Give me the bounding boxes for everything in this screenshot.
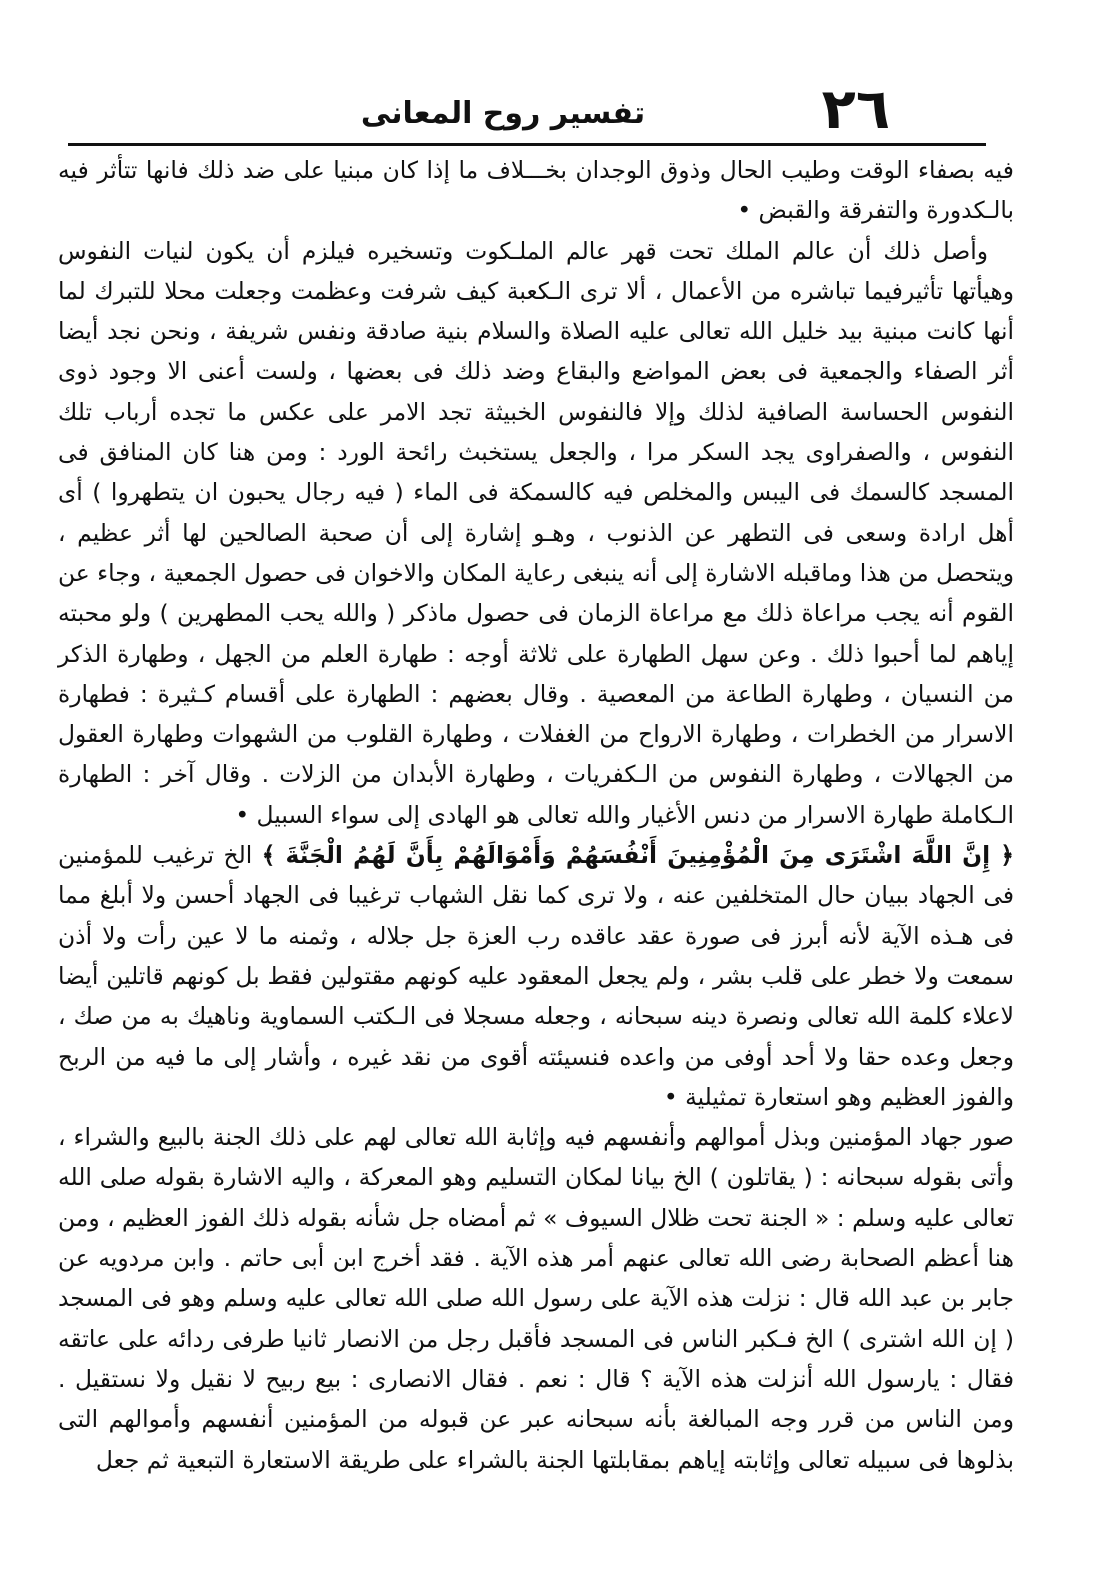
running-title: تفسير روح المعانى [360,96,646,131]
header-rule [68,143,986,146]
paragraph: فيه بصفاء الوقت وطيب الحال وذوق الوجدان بخـــلاف ما إذا كان مبنيا على ضد ذلك فانها تتأثر فيه بالـكدورة والتفرقة والقبض • [58,156,1014,225]
paragraph: وأصل ذلك أن عالم الملك تحت قهر عالم الملـكوت وتسخيره فيلزم أن يكون لنيات النفوس وهيأتها تأثيرفيما تباشره من الأعمال ، ألا ترى الـكعبة كيف شرفت وعظمت وجعلت محلا للتبرك لما أنها كانت مبنية بيد خليل الله تعالى عليه الصلاة والسلام بنية صادقة ونفس شريفة ، ونحن نجد أيضا أثر الصفاء والجمعية فى بعض المواضع والبقاع وضد ذلك فى بعضها ، ولست أعنى الا وجود ذوى النفوس الحساسة الصافية لذلك وإلا فالنفوس الخبيثة تجد الامر على عكس ما تجده أرباب تلك النفوس ، والصفراوى يجد السكر مرا ، والجعل يستخبث رائحة الورد : ومن هنا كان المنافق فى المسجد كالسمك فى اليبس والمخلص فيه كالسمكة فى الماء ( فيه رجال يحبون ان يتطهروا ) أى أهل ارادة وسعى فى التطهر عن الذنوب ، وهـو إشارة إلى أن صحبة الصالحين لها أثر عظيم ، ويتحصل من هذا وماقبله الاشارة إلى أنه ينبغى رعاية المكان والاخوان فى حصول الجمعية ، وجاء عن القوم أنه يجب مراعاة ذلك مع مراعاة الزمان فى حصول ماذكر ( والله يحب المطهرين ) ولو محبته إياهم لما أحبوا ذلك . وعن سهل الطهارة على ثلاثة أوجه : طهارة العلم من الجهل ، وطهارة الذكر من النسيان ، وطهارة الطاعة من المعصية . وقال بعضهم : الطهارة على أقسام كـثيرة : فطهارة الاسرار من الخطرات ، وطهارة الارواح من الغفلات ، وطهارة القلوب من الشهوات وطهارة العقول من الجهالات ، وطهارة النفوس من الـكفريات ، وطهارة الأبدان من الزلات . وقال آخر : الطهارة الـكاملة طهارة الاسرار من دنس الأغيار والله تعالى هو الهادى إلى سواء السبيل • [57,236,1014,829]
body-text [58,150,1068,1480]
paragraph-text: الخ ترغيب للمؤمنين فى الجهاد ببيان حال المتخلفين عنه ، ولا ترى كما نقل الشهاب ترغيبا فى الجهاد أحسن ولا أبلغ مما فى هـذه الآية لأنه أبرز فى صورة عقد عاقده رب العزة جل جلاله ، وثمنه ما لا عين رأت ولا أذن سمعت ولا خطر على قلب بشر ، ولم يجعل المعقود عليه كونهم مقتولين فقط بل كونهم قاتلين أيضا لاعلاء كلمة الله تعالى ونصرة دينه سبحانه ، وجعله مسجلا فى الـكتب السماوية وناهيك به من صك ، وجعل وعده حقا ولا أحد أوفى من واعده فنسيئته أقوى من نقد غيره ، وأشار إلى ما فيه من الربح والفوز العظيم وهو استعارة تمثيلية • [58,841,1014,1111]
paragraph [58,835,1014,1117]
quran-verse: ﴿ إِنَّ اللَّهَ اشْتَرَى مِنَ الْمُؤْمِنِينَ أَنْفُسَهُمْ وَأَمْوَالَهُمْ بِأَنَّ لَهُمُ الْجَنَّةَ ﴾ [261,841,1014,870]
paragraph: صور جهاد المؤمنين وبذل أموالهم وأنفسهم فيه وإثابة الله تعالى لهم على ذلك الجنة بالبيع والشراء ، وأتى بقوله سبحانه : ( يقاتلون ) الخ بيانا لمكان التسليم وهو المعركة ، واليه الاشارة بقوله صلى الله تعالى عليه وسلم : « الجنة تحت ظلال السيوف » ثم أمضاه جل شأنه بقوله ذلك الفوز العظيم ، ومن هنا أعظم الصحابة رضى الله تعالى عنهم أمر هذه الآية . فقد أخرج ابن أبى حاتم . وابن مردويه عن جابر بن عبد الله قال : نزلت هذه الآية على رسول الله صلى الله تعالى عليه وسلم وهو فى المسجد ( إن الله اشترى ) الخ فـكبر الناس فى المسجد فأقبل رجل من الانصار ثانيا طرفى ردائه على عاتقه فقال : يارسول الله أنزلت هذه الآية ؟ قال : نعم . فقال الانصارى : بيع ربيح لا نقيل ولا نستقيل . ومن الناس من قرر وجه المبالغة بأنه سبحانه عبر عن قبوله من المؤمنين أنفسهم وأموالهم التى بذلوها فى سبيله تعالى وإثابته إياهم بمقابلتها الجنة بالشراء على طريقة الاستعارة التبعية ثم جعل [58,1123,1014,1474]
page-number: ٢٦ [821,77,890,142]
page-header [58,0,1068,140]
